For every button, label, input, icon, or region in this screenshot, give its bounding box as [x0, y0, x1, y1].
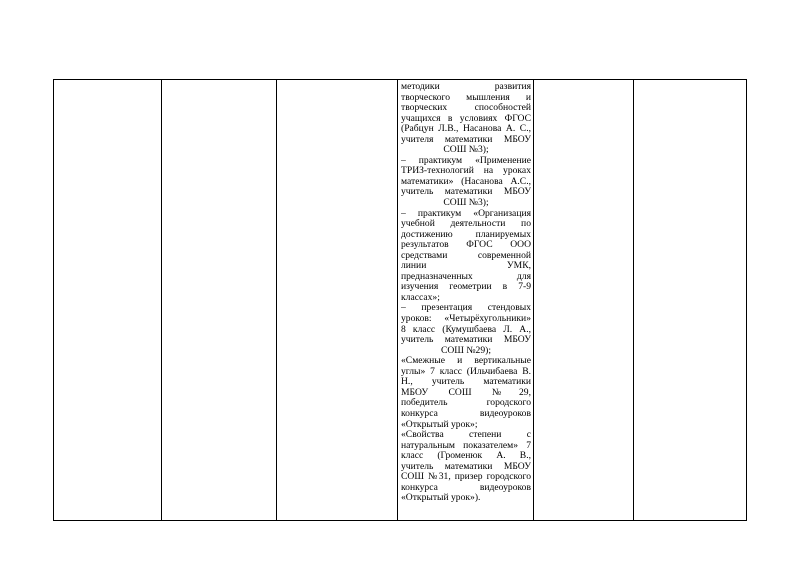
table-cell-empty-5 — [534, 80, 634, 521]
text-line: ТРИЗ-технологий на уроках — [401, 166, 531, 177]
table-cell-empty-2 — [162, 80, 277, 521]
text-line: углы» 7 класс (Ильчибаева В. — [401, 366, 531, 377]
text-line: математики» (Насанова А.С., — [401, 176, 531, 187]
text-line: конкурса видеоуроков — [401, 482, 531, 493]
text-line: натуральным показателем» 7 — [401, 440, 531, 451]
text-line: класс (Громенюк А. В., — [401, 451, 531, 462]
text-line: учитель математики МБОУ — [401, 187, 531, 198]
text-line: – практикум «Организация — [401, 208, 531, 219]
text-line: изучения геометрии в 7-9 — [401, 282, 531, 293]
text-line: СОШ №3); — [443, 198, 489, 209]
table-cell-empty-3 — [277, 80, 398, 521]
event-description — [398, 80, 533, 504]
text-line: (Рабцун Л.В., Насанова А. С., — [401, 124, 531, 135]
text-line: – практикум «Применение — [401, 155, 531, 166]
text-line: «Открытый урок»; — [401, 419, 478, 430]
text-line: – презентация стендовых — [401, 303, 531, 314]
text-line: конкурса видеоуроков — [401, 408, 531, 419]
text-line: МБОУ СОШ №29, — [401, 387, 531, 398]
table-cell-content — [398, 80, 534, 521]
text-line: 8 класс (Кумушбаева Л. А., — [401, 324, 531, 335]
text-line: учителя математики МБОУ — [401, 134, 531, 145]
text-line: методики развития — [401, 82, 531, 92]
text-line: результатов ФГОС ООО — [401, 240, 531, 251]
text-line: уроков: «Четырёхугольники» — [401, 314, 531, 325]
text-line: СОШ №29); — [440, 345, 491, 356]
text-line: учебной деятельности по — [401, 219, 531, 230]
text-line: победитель городского — [401, 398, 531, 409]
text-line: Н., учитель математики — [401, 377, 531, 388]
text-line: классах»; — [401, 292, 440, 303]
text-line: СОШ №31, призер городского — [401, 472, 531, 483]
table-cell-empty-6 — [634, 80, 747, 521]
text-line: линии УМК, — [401, 261, 531, 272]
text-line: средствами современной — [401, 250, 531, 261]
text-line: учитель математики МБОУ — [401, 335, 531, 346]
text-line: учитель математики МБОУ — [401, 461, 531, 472]
text-line: учащихся в условиях ФГОС — [401, 113, 531, 124]
text-line: творческого мышления и — [401, 92, 531, 103]
table-row — [54, 80, 747, 521]
program-table — [53, 79, 747, 521]
text-line: достижению планируемых — [401, 229, 531, 240]
text-line: «Открытый урок»). — [401, 493, 481, 504]
text-line: «Свойства степени с — [401, 430, 531, 441]
text-line: творческих способностей — [401, 103, 531, 114]
text-line: «Смежные и вертикальные — [401, 356, 531, 367]
text-line: СОШ №3); — [443, 145, 489, 156]
text-line: предназначенных для — [401, 271, 531, 282]
table-cell-empty-1 — [54, 80, 162, 521]
